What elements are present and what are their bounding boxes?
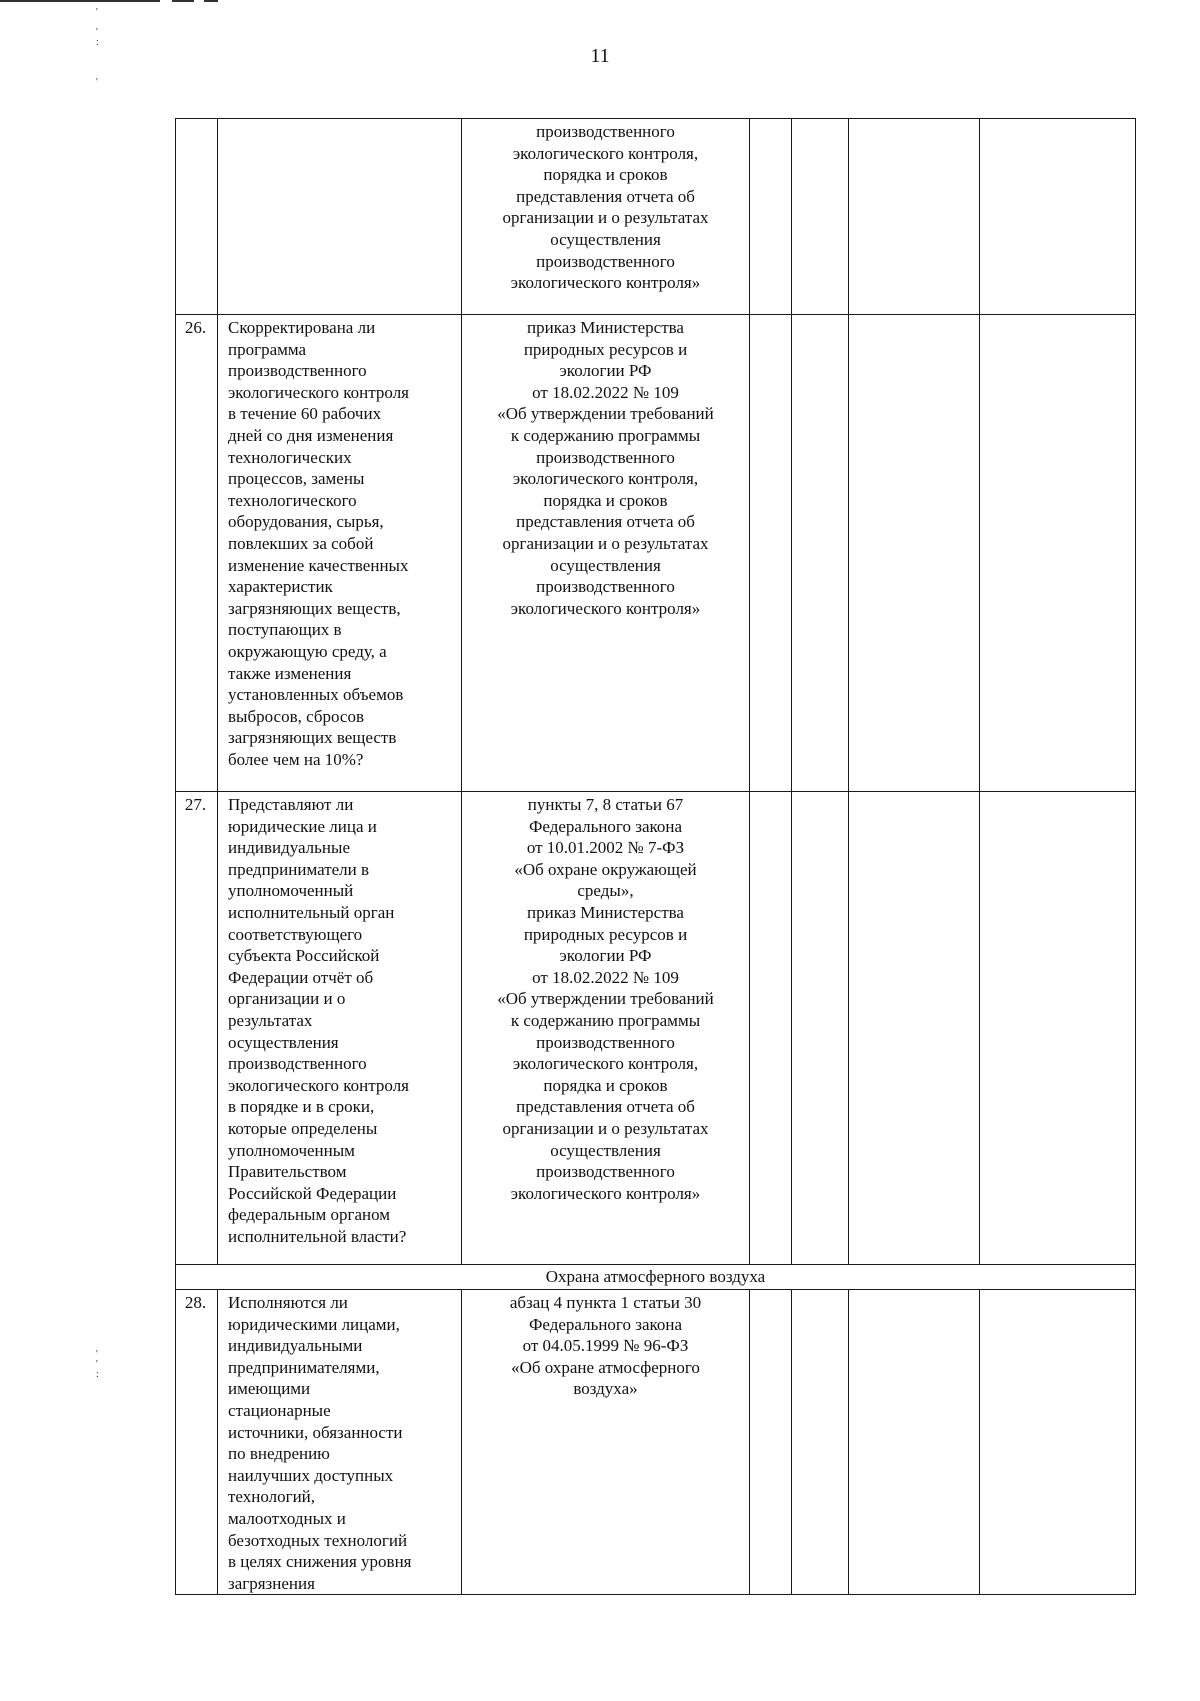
reference-line: представления отчета об: [516, 1097, 695, 1117]
question-line: которые определены: [228, 1118, 378, 1138]
question-line: производственного: [228, 361, 367, 381]
question-line: юридические лица и: [228, 816, 377, 836]
reference-line: природных ресурсов и: [523, 924, 688, 944]
question-line: производственного: [228, 1054, 367, 1074]
scan-edge-mark: [172, 0, 194, 2]
reference-line: порядка и сроков: [543, 165, 668, 185]
question-line: результатах: [228, 1010, 313, 1030]
question-line: индивидуальными: [228, 1336, 363, 1356]
question-line: технологий,: [228, 1487, 316, 1507]
answer-yes-cell[interactable]: [750, 315, 792, 792]
scan-margin-marks: ' ' : ': [96, 7, 99, 88]
question-line: дней со дня изменения: [228, 425, 394, 445]
question-line: установленных объемов: [228, 685, 404, 705]
reference-line: осуществления: [550, 555, 661, 575]
answer-no-cell[interactable]: [792, 315, 849, 792]
question-line: Федерации отчёт об: [228, 967, 374, 987]
reference-line: «Об утверждении требований: [497, 989, 714, 1009]
section-title: Охрана атмосферного воздуха: [176, 1265, 1136, 1290]
question-line: осуществления: [228, 1032, 339, 1052]
reference-line: «Об охране атмосферного: [511, 1357, 700, 1377]
reference-line: среды»,: [577, 881, 634, 901]
reference-line: «Об охране окружающей: [514, 859, 697, 879]
question-line: процессов, замены: [228, 469, 365, 489]
table-row: [176, 119, 1136, 315]
question-line: экологического контроля: [228, 382, 409, 402]
question-line: исполнительной власти?: [228, 1226, 407, 1246]
question-line: соответствующего: [228, 924, 363, 944]
row-number-cell: [176, 119, 218, 315]
answer-na-cell[interactable]: [849, 1290, 980, 1595]
legal-reference-cell: [462, 1290, 750, 1595]
reference-line: от 18.02.2022 № 109: [532, 382, 679, 402]
reference-line: производственного: [536, 577, 675, 597]
reference-line: организации и о результатах: [502, 1118, 709, 1138]
question-line: экологического контроля: [228, 1075, 409, 1095]
answer-na-cell[interactable]: [849, 792, 980, 1265]
reference-line: от 10.01.2002 № 7-ФЗ: [526, 838, 685, 858]
reference-line: производственного: [536, 1032, 675, 1052]
question-line: индивидуальные: [228, 838, 350, 858]
question-line: также изменения: [228, 663, 352, 683]
question-line: имеющими: [228, 1379, 311, 1399]
legal-reference-cell: [462, 119, 750, 315]
question-line: источники, обязанности: [228, 1422, 403, 1442]
scan-edge-mark: [0, 0, 160, 2]
question-line: наилучших доступных: [228, 1465, 394, 1485]
answer-yes-cell[interactable]: [750, 792, 792, 1265]
question-line: технологических: [228, 447, 352, 467]
reference-line: организации и о результатах: [502, 208, 709, 228]
question-line: субъекта Российской: [228, 946, 380, 966]
page-number: 11: [590, 45, 610, 67]
reference-line: пункты 7, 8 статьи 67: [527, 795, 684, 814]
reference-line: производственного: [536, 1162, 675, 1182]
reference-line: «Об утверждении требований: [497, 404, 714, 424]
scan-margin-marks: ' ' :: [96, 1349, 99, 1380]
reference-line: представления отчета об: [516, 186, 695, 206]
reference-line: абзац 4 пункта 1 статьи 30: [509, 1293, 702, 1312]
reference-line: Федерального закона: [528, 1314, 683, 1334]
answer-no-cell[interactable]: [792, 1290, 849, 1595]
notes-cell[interactable]: [980, 119, 1136, 315]
reference-line: экологического контроля,: [512, 143, 699, 163]
answer-na-cell[interactable]: [849, 119, 980, 315]
question-line: предпринимателями,: [228, 1357, 380, 1377]
scan-edge-mark: [204, 0, 218, 2]
question-line: безотходных технологий: [228, 1530, 408, 1550]
reference-line: экологического контроля»: [510, 598, 701, 618]
reference-line: Федерального закона: [528, 816, 683, 836]
reference-line: природных ресурсов и: [523, 339, 688, 359]
notes-cell[interactable]: [980, 792, 1136, 1265]
question-line: окружающую среду, а: [228, 641, 387, 661]
question-line: в целях снижения уровня: [228, 1552, 412, 1572]
question-cell: [218, 792, 462, 1265]
reference-line: от 18.02.2022 № 109: [532, 967, 679, 987]
reference-line: приказ Министерства: [527, 318, 684, 337]
reference-line: осуществления: [550, 229, 661, 249]
reference-line: экологического контроля»: [510, 273, 701, 293]
question-line: изменение качественных: [228, 555, 409, 575]
reference-line: порядка и сроков: [543, 1075, 668, 1095]
row-number-cell: 28.: [176, 1290, 218, 1595]
reference-line: экологического контроля»: [510, 1183, 701, 1203]
question-line: программа: [228, 339, 307, 359]
row-number-cell: 27.: [176, 792, 218, 1265]
question-cell: [218, 119, 462, 315]
question-line: стационарные: [228, 1400, 331, 1420]
question-line: Скорректирована ли: [228, 318, 376, 337]
question-line: организации и о: [228, 989, 346, 1009]
question-line: уполномоченным: [228, 1140, 355, 1160]
question-line: повлекших за собой: [228, 533, 374, 553]
answer-na-cell[interactable]: [849, 315, 980, 792]
answer-yes-cell[interactable]: [750, 119, 792, 315]
question-line: Российской Федерации: [228, 1183, 397, 1203]
question-line: поступающих в: [228, 620, 342, 640]
table-row: [176, 792, 1136, 1265]
question-line: характеристик: [228, 577, 333, 597]
question-line: выбросов, сбросов: [228, 706, 364, 726]
question-line: по внедрению: [228, 1444, 330, 1464]
reference-line: экологии РФ: [559, 946, 652, 966]
question-line: уполномоченный: [228, 881, 354, 901]
table-row: [176, 315, 1136, 792]
inspection-checklist-table: [175, 118, 1136, 1595]
question-line: оборудования, сырья,: [228, 512, 384, 532]
question-cell: [218, 1290, 462, 1595]
question-line: загрязняющих веществ: [228, 728, 397, 748]
question-line: загрязнения: [228, 1573, 315, 1593]
reference-line: от 04.05.1999 № 96-ФЗ: [522, 1336, 689, 1356]
question-line: Правительством: [228, 1162, 347, 1182]
reference-line: экологического контроля,: [512, 1054, 699, 1074]
reference-line: производственного: [536, 122, 675, 141]
notes-cell[interactable]: [980, 315, 1136, 792]
question-line: в течение 60 рабочих: [228, 404, 382, 424]
legal-reference-cell: [462, 792, 750, 1265]
question-line: юридическими лицами,: [228, 1314, 400, 1334]
reference-line: к содержанию программы: [510, 1010, 701, 1030]
reference-line: экологического контроля,: [512, 469, 699, 489]
question-line: Представляют ли: [228, 795, 354, 814]
reference-line: порядка и сроков: [543, 490, 668, 510]
question-line: Исполняются ли: [228, 1293, 348, 1312]
question-line: более чем на 10%?: [228, 749, 364, 769]
reference-line: приказ Министерства: [527, 902, 684, 922]
question-cell: [218, 315, 462, 792]
reference-line: производственного: [536, 251, 675, 271]
section-header-row: [176, 1265, 1136, 1290]
answer-no-cell[interactable]: [792, 119, 849, 315]
notes-cell[interactable]: [980, 1290, 1136, 1595]
reference-line: производственного: [536, 447, 675, 467]
answer-yes-cell[interactable]: [750, 1290, 792, 1595]
question-line: в порядке и в сроки,: [228, 1097, 375, 1117]
reference-line: воздуха»: [573, 1379, 638, 1399]
reference-line: представления отчета об: [516, 512, 695, 532]
question-line: федеральным органом: [228, 1205, 391, 1225]
legal-reference-cell: [462, 315, 750, 792]
question-line: предприниматели в: [228, 859, 370, 879]
reference-line: осуществления: [550, 1140, 661, 1160]
question-line: загрязняющих веществ,: [228, 598, 401, 618]
reference-line: к содержанию программы: [510, 425, 701, 445]
reference-line: экологии РФ: [559, 361, 652, 381]
row-number-cell: 26.: [176, 315, 218, 792]
reference-line: организации и о результатах: [502, 533, 709, 553]
question-line: малоотходных и: [228, 1508, 346, 1528]
answer-no-cell[interactable]: [792, 792, 849, 1265]
table-row: [176, 1290, 1136, 1595]
question-line: технологического: [228, 490, 357, 510]
question-line: исполнительный орган: [228, 902, 395, 922]
